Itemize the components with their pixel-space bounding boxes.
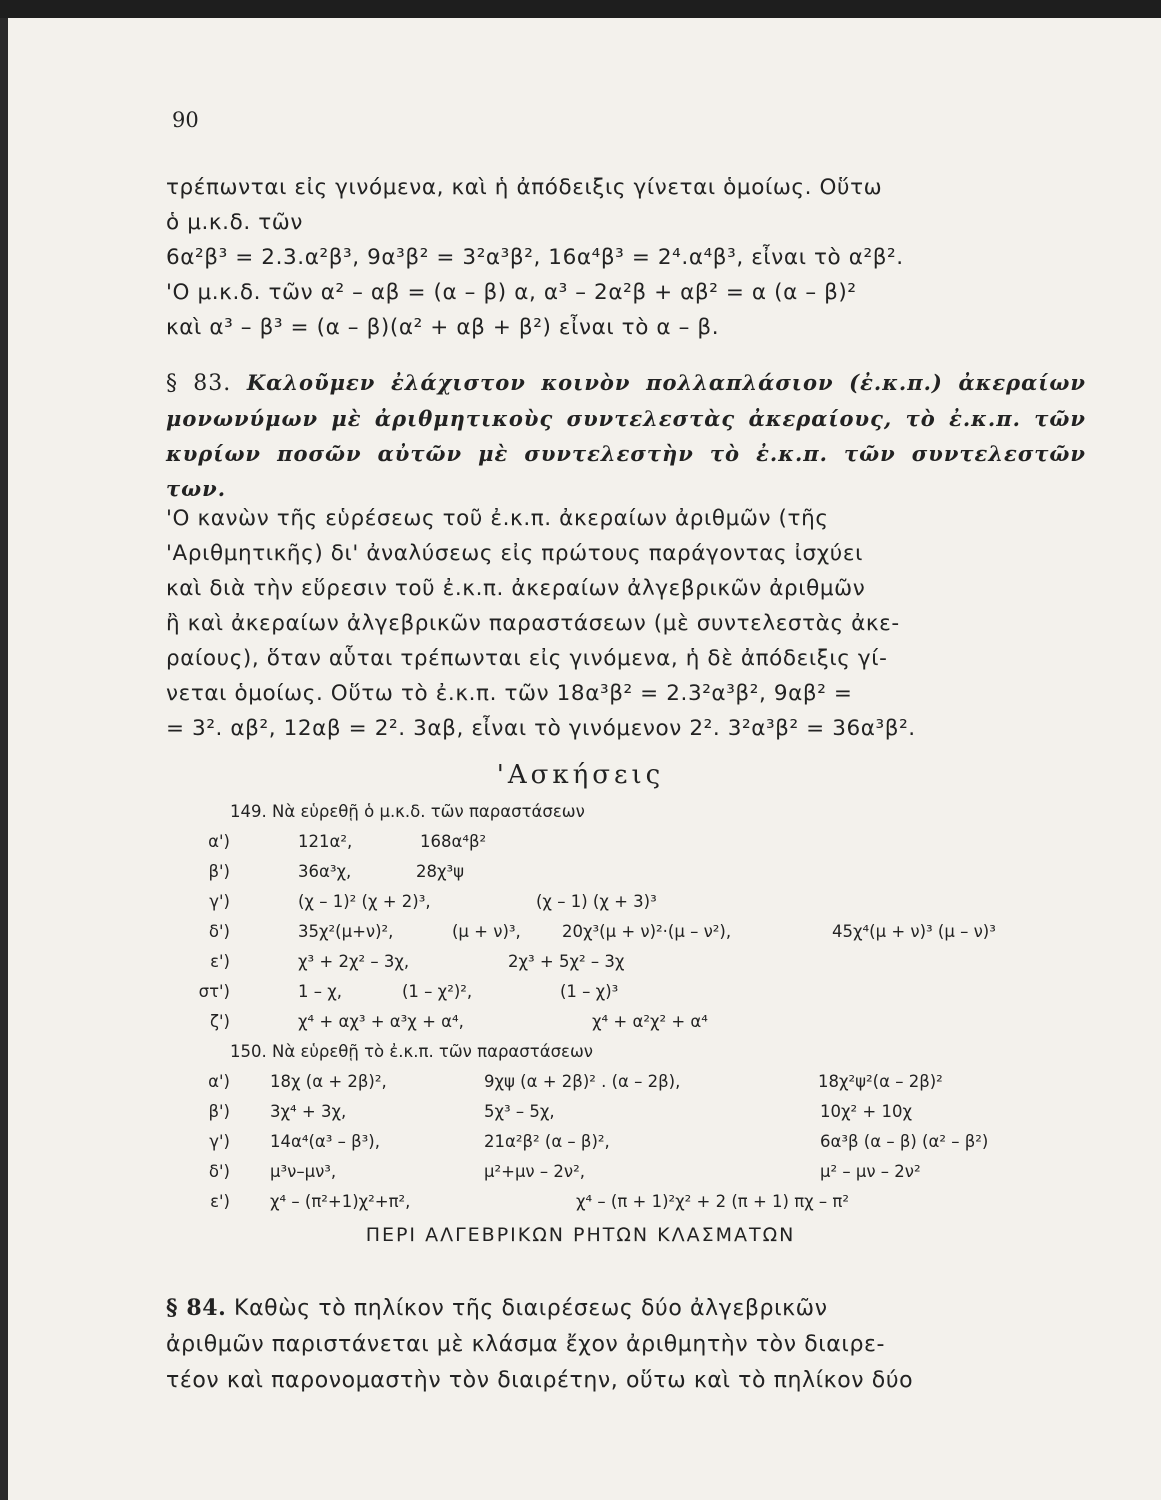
exercise-row [190, 1187, 1100, 1217]
text-line: τέον καὶ παρονομαστὴν τὸν διαιρέτην, οὕτω καὶ τὸ πηλίκον δύο [166, 1368, 914, 1393]
expression: 168α⁴β² [420, 832, 487, 851]
expression: 10χ² + 10χ [820, 1102, 912, 1121]
expression: 121α², [298, 832, 353, 851]
expression: (μ + ν)³, [452, 922, 521, 941]
section-mark: § 84. [166, 1295, 227, 1321]
expression: μ³ν–μν³, [270, 1162, 337, 1181]
exercise-row [190, 857, 1090, 887]
text-line: τρέπωνται εἰς γινόμενα, καὶ ἡ ἀπόδειξις γίνεται ὁμοίως. Οὕτω [166, 175, 883, 200]
row-label: γ') [209, 1132, 230, 1151]
text-line: καὶ διὰ τὴν εὕρεσιν τοῦ ἐ.κ.π. ἀκεραίων ἀλγεβρικῶν ἀριθμῶν [166, 576, 866, 601]
expression: 18χ²ψ²(α – 2β)² [818, 1072, 943, 1091]
final-paragraph [166, 1290, 1086, 1399]
expression: χ⁴ + α²χ² + α⁴ [592, 1012, 708, 1031]
expression: χ⁴ – (π²+1)χ²+π², [270, 1192, 411, 1211]
expression: 9χψ (α + 2β)² . (α – 2β), [484, 1072, 681, 1091]
expression: 21α²β² (α – β)², [484, 1132, 610, 1151]
text-line: = 3². αβ², 12αβ = 2². 3αβ, εἶναι τὸ γινόμενον 2². 3²α³β² = 36α³β². [166, 716, 916, 741]
expression: 45χ⁴(μ + ν)³ (μ – ν)³ [832, 922, 996, 941]
expression: χ⁴ – (π + 1)²χ² + 2 (π + 1) πχ – π² [576, 1192, 849, 1211]
row-label: γ') [209, 892, 230, 911]
page-number: 90 [172, 108, 199, 132]
exercise-row [190, 917, 1100, 947]
expression: 1 – χ, [298, 982, 343, 1001]
text-line: καὶ α³ – β³ = (α – β)(α² + αβ + β²) εἶναι τὸ α – β. [166, 315, 720, 340]
expression: μ²+μν – 2ν², [484, 1162, 585, 1181]
text-line: ἢ καὶ ἀκεραίων ἀλγεβρικῶν παραστάσεων (μὲ συντελεστὰς ἀκε- [166, 611, 900, 636]
intro-paragraph [166, 170, 1086, 345]
text-line: 'Αριθμητικῆς) δι' ἀναλύσεως εἰς πρώτους παράγοντας ἰσχύει [166, 541, 863, 566]
chapter-heading: ΠΕΡΙ ΑΛΓΕΒΡΙΚΩΝ ΡΗΤΩΝ ΚΛΑΣΜΑΤΩΝ [365, 1224, 796, 1246]
expression: χ⁴ + αχ³ + α³χ + α⁴, [298, 1012, 464, 1031]
expression: 6α³β (α – β) (α² – β²) [820, 1132, 989, 1151]
definition-text: Καλοῦμεν ἐλάχιστον κοινὸν πολλαπλάσιον (ἐ.κ.π.) ἀκεραίων μονωνύμων μὲ ἀριθμητικοὺς συντελεστὰς ἀκεραίους, τὸ ἐ.κ.π. τῶν κυρίων ποσῶν αὐτῶν μὲ συντελεστὴν τὸ ἐ.κ.π. τῶν συντελεστῶν των. [166, 370, 1086, 501]
text-line: ἀριθμῶν παριστάνεται μὲ κλάσμα ἔχον ἀριθμητὴν τὸν διαιρε- [166, 1332, 886, 1357]
exercise-row [190, 1067, 1100, 1097]
exercise-row [190, 977, 1090, 1007]
expression: 14α⁴(α³ – β³), [270, 1132, 380, 1151]
row-label: δ') [208, 1162, 230, 1181]
exercise-row [190, 1127, 1100, 1157]
scan-edge [0, 0, 1161, 18]
text-line: νεται ὁμοίως. Οὕτω τὸ ἐ.κ.π. τῶν 18α³β² = 2.3²α³β², 9αβ² = [166, 681, 853, 706]
expression: χ³ + 2χ² – 3χ, [298, 952, 410, 971]
expression: 2χ³ + 5χ² – 3χ [508, 952, 625, 971]
exercises-title: 'Ασκήσεις [496, 760, 665, 790]
expression: 18χ (α + 2β)², [270, 1072, 387, 1091]
expression: 36α³χ, [298, 862, 352, 881]
exercise-row [190, 827, 1090, 857]
exercise-150-title: 150. Νὰ εὑρεθῇ τὸ ἐ.κ.π. τῶν παραστάσεων [230, 1042, 593, 1061]
expression: (χ – 1)² (χ + 2)³, [298, 892, 431, 911]
expression: (χ – 1) (χ + 3)³ [536, 892, 657, 911]
row-label: β') [208, 1102, 230, 1121]
row-label: ε') [210, 1192, 230, 1211]
definition-paragraph [166, 365, 1086, 506]
text-line: ὁ μ.κ.δ. τῶν [166, 210, 303, 235]
row-label: δ') [208, 922, 230, 941]
expression: (1 – χ²)², [402, 982, 473, 1001]
row-label: στ') [198, 982, 230, 1001]
expression: 35χ²(μ+ν)², [298, 922, 394, 941]
expression: 28χ³ψ [416, 862, 465, 881]
exercise-row [190, 1097, 1100, 1127]
rule-paragraph [166, 501, 1086, 746]
exercise-row [190, 887, 1090, 917]
text-segment: Καθὼς τὸ πηλίκον τῆς διαιρέσεως δύο ἀλγεβρικῶν [234, 1296, 828, 1321]
exercise-row [190, 947, 1090, 977]
exercise-row [190, 1007, 1090, 1037]
expression: 5χ³ – 5χ, [484, 1102, 555, 1121]
exercise-row [190, 1157, 1100, 1187]
expression: (1 – χ)³ [560, 982, 619, 1001]
row-label: α') [208, 1072, 230, 1091]
exercise-149-title: 149. Νὰ εὑρεθῇ ὁ μ.κ.δ. τῶν παραστάσεων [230, 802, 585, 821]
text-line: 'Ο μ.κ.δ. τῶν α² – αβ = (α – β) α, α³ – 2α²β + αβ² = α (α – β)² [166, 280, 857, 305]
row-label: α') [208, 832, 230, 851]
text-line: 6α²β³ = 2.3.α²β³, 9α³β² = 3²α³β², 16α⁴β³ = 2⁴.α⁴β³, εἶναι τὸ α²β². [166, 245, 904, 270]
expression: 20χ³(μ + ν)²·(μ – ν²), [562, 922, 732, 941]
row-label: β') [208, 862, 230, 881]
text-line: ραίους), ὅταν αὗται τρέπωνται εἰς γινόμενα, ἡ δὲ ἀπόδειξις γί- [166, 646, 888, 671]
row-label: ζ') [210, 1012, 230, 1031]
section-mark: § 83. [166, 371, 232, 396]
row-label: ε') [210, 952, 230, 971]
expression: μ² – μν – 2ν² [820, 1162, 921, 1181]
expression: 3χ⁴ + 3χ, [270, 1102, 347, 1121]
text-line: 'Ο κανὼν τῆς εὑρέσεως τοῦ ἐ.κ.π. ἀκεραίων ἀριθμῶν (τῆς [166, 506, 829, 531]
text-line [166, 1290, 1086, 1327]
